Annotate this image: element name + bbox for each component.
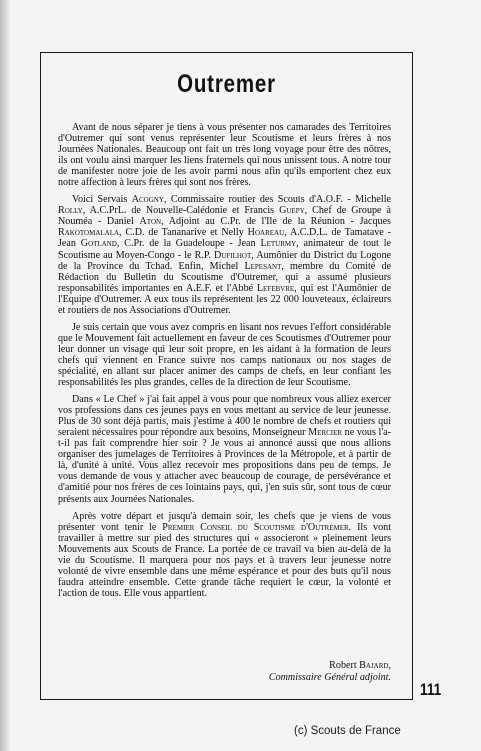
copyright-credit: (c) Scouts de France (294, 725, 401, 737)
signature-block (269, 660, 391, 684)
paragraph-intro: Avant de nous séparer je tiens à vous présenter nos camarades des Territoires d'Outremer qui sont venus représenter leur Scoutisme et leurs frères à nos Journées Nationales. Beaucoup ont fait un très long voyage pour être des nôtres, ils ont voulu ainsi marquer les liens fraternels qui nous unissent tous. A notre tour de manifester notre joie de les avoir parmi nous afin qu'ils emportent chez eux notre affection à leurs frères qui sont nos frères. (58, 122, 391, 189)
article-body (58, 122, 391, 605)
page-title: Outremer (177, 70, 276, 98)
person-name: Gotland (80, 238, 117, 250)
council-name: Premier Conseil du Scoutisme d'Outremer (162, 521, 349, 533)
person-name: Lefebvre (256, 282, 295, 294)
paragraph-appeal: Dans « Le Chef » j'ai fait appel à vous pour que nombreux vous alliez exercer vos professions dans ces jeunes pays en vous mettant au service de leur jeunesse. Plus de 30 sont déjà partis, mais j'estime à 400 le nombre de chefs et routiers qui seraient nécessaires pour répondre aux besoins, Monseigneur Mercier ne vous l'a-t-il pas fait comprendre hier soir ? Je vous ai annoncé aussi que nous allions organiser des jumelages de Territoires à Provinces de la Métropole, et à partir de là, d'unité à unité. Vous allez recevoir mes propositions dans peu de temps. Je vous demande de vous y attacher avec beaucoup de courage, de persévérance et d'amitié pour nos frères de ces lointains pays, qui, j'en suis sûr, sont tous de cœur présents aux Journées Nationales. (58, 394, 391, 505)
binding-gutter (0, 0, 10, 751)
person-name: Rolly (58, 205, 83, 217)
paragraph-delegates: Voici Servais Acogny, Commissaire routier des Scouts d'A.O.F. - Michelle Rolly, A.C.PrL. de Nouvelle-Calédonie et Francis Guepy, Chef de Groupe à Nouméa - Daniel Aton, Adjoint au C.Pr. de l'Ile de la Réunion - Jacques Rakotomalala, C.D. de Tananarive et Nelly Hoareau, A.C.D.L. de Tamatave - Jean Gotland, C.Pr. de la Guadeloupe - Jean Leturmy, animateur de tout le Scoutisme au Moyen-Congo - le R.P. Dufilhot, Aumônier du District du Logone de la Province du Tchad. Enfin, Michel Lepesant, membre du Comité de Rédaction du Bulletin du Scoutisme d'Outremer, qui a assumé plusieurs responsabilités importantes en A.E.F. et l'Abbé Lefebvre, qui est l'Aumônier de l'Equipe d'Outremer. A eux tous ils représentent les 22 000 louveteaux, éclaireurs et routiers de nos Associations d'Outremer. (58, 194, 392, 316)
person-name: Acogny (131, 194, 164, 206)
person-name: Guepy (279, 205, 305, 217)
paragraph-council: Après votre départ et jusqu'à demain soir, les chefs que je viens de vous présenter vont tenir le Premier Conseil du Scoutisme d'Outremer. Ils vont travailler à mettre sur pied des structures qui « associeront » pleinement leurs Mouvements aux Scouts de France. La portée de ce travail va bien au-delà de la vie du Scoutisme. Il marquera pour nos pays et à travers leur jeunesse notre volonté de vivre ensemble dans une même espérance et pour des buts qu'il nous faudra atteindre ensemble. Cette grande tâche requiert le cœur, la volonté et l'action de tous. Elle vous appartient. (58, 510, 392, 599)
person-name: Dufilhot (214, 249, 252, 261)
person-name: Mercier (308, 427, 343, 439)
page-number: 111 (420, 680, 442, 699)
person-name: Rakotomalala (58, 227, 120, 239)
person-name: Hoareau (247, 227, 285, 239)
person-name: Leturmy (260, 238, 297, 250)
paragraph-effort: Je suis certain que vous avez compris en lisant nos revues l'effort considérable que le Mouvement fait actuellement en faveur de ces Scoutismes d'Outremer pour leur donner un visage qui leur soit propre, en les aidant à la formation de leurs chefs qui viennent en France suivre nos camps nationaux ou nos stages de spécialité, en allant sur placer animer des camps de chefs, en leur confiant les responsabilités les plus grandes, celles de la direction de leur Scoutisme. (58, 321, 391, 389)
signature-role: Commissaire Général adjoint. (268, 672, 391, 683)
person-name: Lepesant (244, 260, 282, 272)
person-name: Aton (139, 216, 162, 228)
signature-name: Robert Bajard, (329, 660, 391, 671)
